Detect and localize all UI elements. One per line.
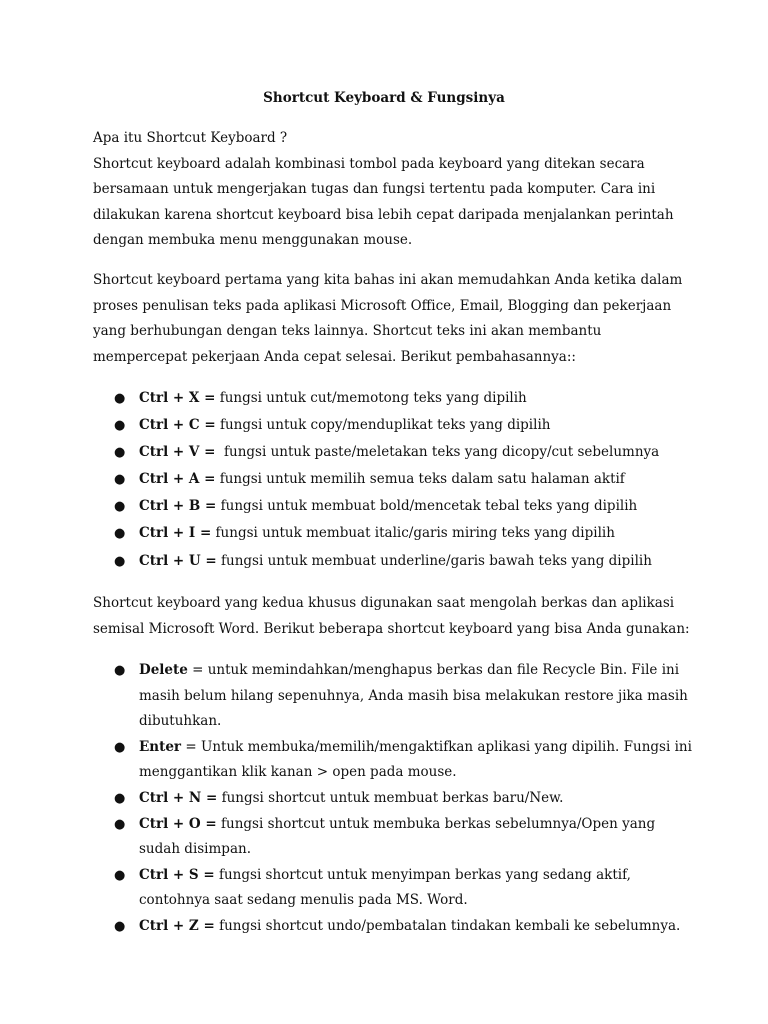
list-item (93, 812, 693, 863)
shortcut-key: Delete (139, 662, 188, 678)
list-item (93, 786, 693, 812)
second-paragraph: Shortcut keyboard pertama yang kita bahas ini akan memudahkan Anda ketika dalam proses penulisan teks pada aplikasi Microsoft Office, Email, Blogging dan pekerjaan yang berhubungan dengan teks lainnya. Shortcut teks ini akan membantu mempercepat pekerjaan Anda cepat selesai. Berikut pembahasannya:: (93, 272, 683, 365)
bullet-icon: ● (114, 867, 126, 883)
intro-section (93, 126, 693, 254)
document-title: Shortcut Keyboard & Fungsinya (263, 90, 505, 106)
shortcut-desc: fungsi shortcut untuk membuat berkas baru/New. (217, 789, 564, 806)
bullet-icon: ● (114, 918, 126, 934)
shortcut-desc: fungsi untuk membuat underline/garis bawah teks yang dipilih (216, 552, 652, 569)
shortcut-key: Ctrl + Z = (139, 917, 215, 934)
bullet-icon: ● (114, 739, 126, 755)
shortcut-desc: = untuk memindahkan/menghapus berkas dan file Recycle Bin. File ini masih belum hilang sepenuhnya, Anda masih bisa melakukan restore jika masih dibutuhkan. (139, 662, 688, 730)
shortcut-key: Ctrl + O = (139, 815, 217, 832)
list-item (93, 863, 693, 914)
shortcut-desc: fungsi shortcut untuk menyimpan berkas yang sedang aktif, contohnya saat sedang menulis pada MS. Word. (139, 866, 631, 909)
shortcut-key: Ctrl + V = (139, 444, 216, 461)
shortcut-desc: fungsi untuk membuat bold/mencetak tebal teks yang dipilih (216, 498, 638, 515)
bullet-icon: ● (114, 391, 126, 406)
bullet-icon: ● (114, 663, 126, 678)
shortcut-desc: = Untuk membuka/memilih/mengaktifkan aplikasi yang dipilih. Fungsi ini menggantikan klik kanan > open pada mouse. (139, 738, 692, 781)
bullet-icon: ● (114, 526, 126, 542)
list-item (93, 914, 693, 940)
shortcut-desc: fungsi untuk membuat italic/garis miring teks yang dipilih (211, 525, 615, 542)
second-section (93, 268, 693, 370)
list-item (93, 549, 693, 575)
question-heading: Apa itu Shortcut Keyboard ? (93, 130, 288, 146)
shortcut-desc: fungsi untuk cut/memotong teks yang dipilih (215, 390, 527, 406)
intro-paragraph: Shortcut keyboard adalah kombinasi tombol pada keyboard yang ditekan secara bersamaan untuk mengerjakan tugas dan fungsi tertentu pada komputer. Cara ini dilakukan karena shortcut keyboard bisa lebih cepat daripada menjalankan perintah dengan membuka menu menggunakan mouse. (93, 155, 674, 249)
list-item (93, 521, 693, 547)
shortcut-desc: fungsi shortcut untuk membuka berkas sebelumnya/Open yang sudah disimpan. (139, 815, 656, 858)
list-item (93, 467, 693, 493)
bullet-icon: ● (114, 790, 126, 806)
shortcut-desc: fungsi untuk memilih semua teks dalam satu halaman aktif (215, 471, 625, 488)
shortcut-key: Ctrl + B = (139, 498, 217, 515)
list-item (93, 386, 693, 412)
bullet-icon: ● (114, 472, 126, 488)
shortcut-key: Ctrl + I = (139, 525, 212, 542)
shortcut-key: Ctrl + N = (139, 789, 218, 806)
shortcut-key: Ctrl + A = (139, 471, 216, 488)
shortcut-key: Ctrl + C = (139, 417, 216, 434)
third-section (93, 591, 693, 642)
shortcut-key: Enter (139, 738, 182, 755)
shortcut-key: Ctrl + U = (139, 552, 217, 569)
bullet-icon: ● (114, 418, 126, 434)
shortcut-key: Ctrl + S = (139, 866, 215, 883)
shortcut-desc: fungsi untuk paste/meletakan teks yang dicopy/cut sebelumnya (215, 444, 660, 461)
bullet-icon: ● (114, 499, 126, 515)
shortcut-desc: fungsi untuk copy/menduplikat teks yang dipilih (215, 417, 551, 434)
shortcut-key: Ctrl + X = (139, 390, 216, 406)
list-item (93, 735, 693, 786)
bullet-icon: ● (114, 816, 126, 832)
list-item (93, 658, 693, 735)
list-item (93, 494, 693, 520)
shortcut-desc: fungsi shortcut undo/pembatalan tindakan kembali ke sebelumnya. (214, 917, 681, 934)
list-item (93, 440, 693, 466)
bullet-icon: ● (114, 445, 126, 461)
list-item (93, 413, 693, 439)
bullet-icon: ● (114, 553, 126, 569)
third-paragraph: Shortcut keyboard yang kedua khusus digunakan saat mengolah berkas dan aplikasi semisal Microsoft Word. Berikut beberapa shortcut keyboard yang bisa Anda gunakan: (93, 595, 690, 637)
text-shortcut-list (93, 386, 693, 576)
file-shortcut-list (93, 658, 693, 940)
